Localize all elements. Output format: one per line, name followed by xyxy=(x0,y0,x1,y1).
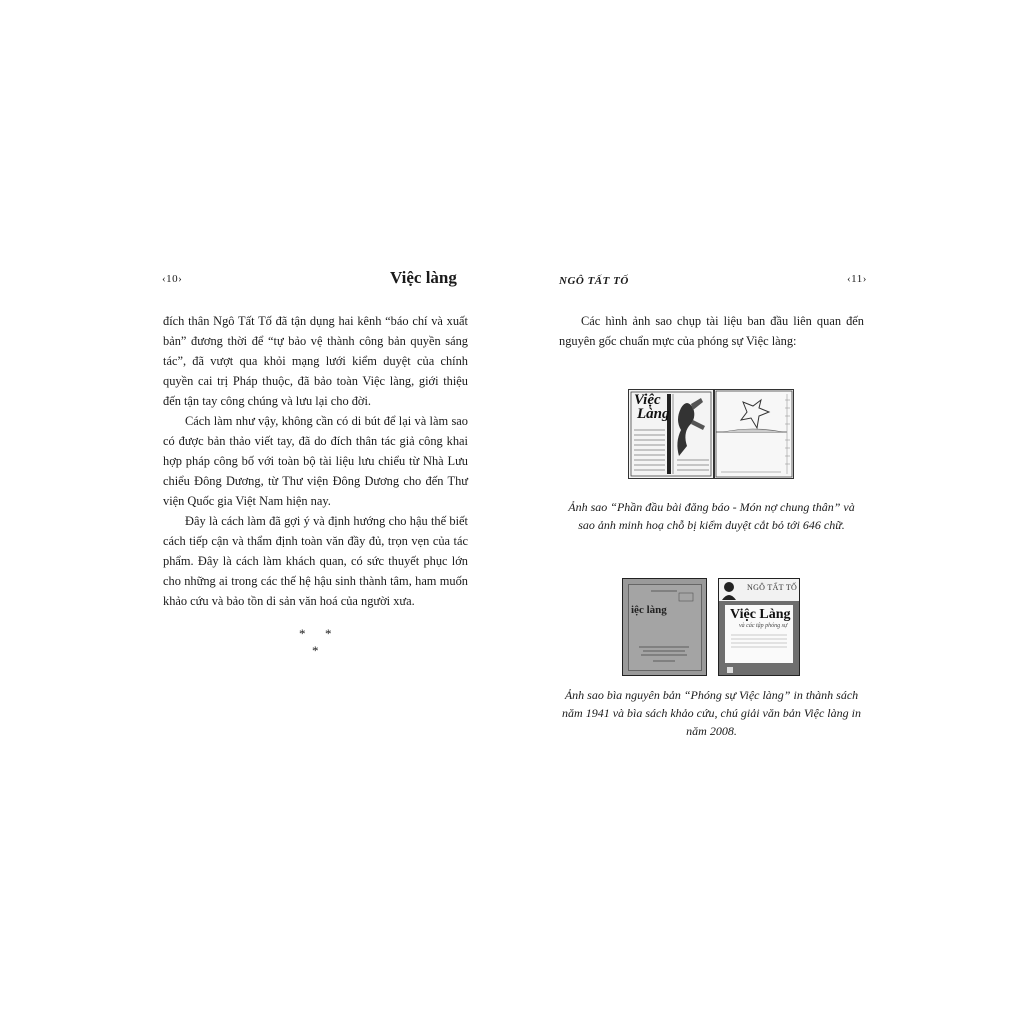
page-number: ‹11› xyxy=(847,273,867,285)
separator-star: * xyxy=(325,626,332,641)
running-title: Việc làng xyxy=(390,268,457,287)
running-author: NGÔ TẤT TỐ xyxy=(559,275,629,287)
image-caption: Ảnh sao “Phần đầu bài đăng báo - Món nợ chung thân” và sao ảnh minh hoạ chỗ bị kiểm duyệt cắt bỏ tới 646 chữ. xyxy=(568,500,855,532)
book-cover-1941-image xyxy=(622,578,707,676)
section-separator xyxy=(296,624,336,656)
censored-illustration-image xyxy=(714,389,794,479)
illustration-graphic xyxy=(715,390,793,478)
book-cover-2008-image xyxy=(718,578,800,676)
cover-title: iệc làng xyxy=(631,604,667,616)
intro-paragraph: Các hình ảnh sao chụp tài liệu ban đầu liên quan đến nguyên gốc chuẩn mực của phóng sự Việc làng: xyxy=(559,314,864,348)
cover-text-lines xyxy=(719,579,799,675)
cover-author: NGÔ TẤT TỐ xyxy=(747,583,798,592)
body-text xyxy=(163,311,468,611)
cover-decoration xyxy=(623,579,706,675)
image-caption: Ảnh sao bìa nguyên bản “Phóng sự Việc làng” in thành sách năm 1941 và bìa sách khảo cứu, chú giải văn bản Việc làng in năm 2008. xyxy=(562,688,861,738)
cover-title: Việc Làng xyxy=(730,607,791,622)
right-page xyxy=(512,0,1024,1024)
newspaper-scan-image xyxy=(628,389,714,479)
paragraph: đích thân Ngô Tất Tố đã tận dụng hai kênh “báo chí và xuất bản” đương thời để “tự bảo vệ thành công bản quyền sáng tác”, đã vượt qua khỏi mạng lưới kiểm duyệt của chính quyền cai trị Pháp thuộc, đã bảo toàn Việc làng, giới thiệu đến tận tay công chúng và lưu lại cho đời. xyxy=(163,314,468,408)
paragraph: Cách làm như vậy, không cần có di bút để lại và làm sao có được bản thảo viết tay, đã do đích thân tác giả công khai hợp pháp công bố với toàn bộ tài liệu lưu chiểu từ Nhà Lưu chiểu Đông Dương, từ Thư viện Đông Dương cho đến Thư viện Quốc gia Việt Nam hiện nay. xyxy=(163,414,468,508)
separator-star: * xyxy=(299,626,306,641)
separator-star: * xyxy=(312,643,319,658)
cover-subtitle: và các tập phóng sự xyxy=(739,623,788,629)
newspaper-title: Việc Làng xyxy=(634,392,670,422)
page-number: ‹10› xyxy=(162,273,183,285)
paragraph: Đây là cách làm đã gợi ý và định hướng cho hậu thế biết cách tiếp cận và thẩm định toàn văn đầy đủ, trọn vẹn của tác phẩm. Đây là cách làm khách quan, có sức thuyết phục lớn cho những ai trong các thế hệ hậu sinh thành tâm, ham muốn khảo cứu và bảo tồn di sản văn hoá của người xưa. xyxy=(163,514,468,608)
